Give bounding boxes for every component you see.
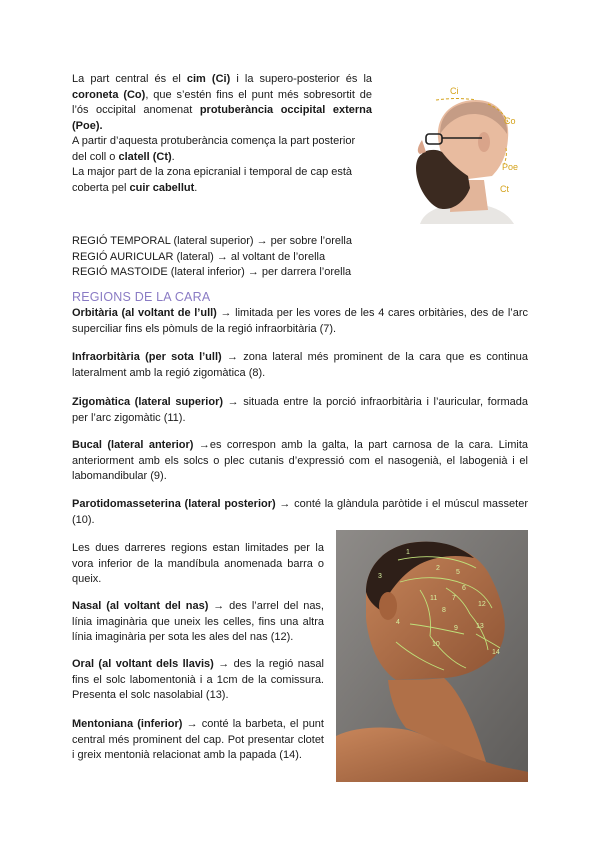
region-number-label: 9: [454, 625, 458, 632]
text-run: .: [194, 181, 198, 194]
face-region-parotidomasseterina: [72, 497, 528, 528]
face-region-mentoniana: [72, 717, 324, 764]
face-region-oral: [72, 657, 324, 704]
intro-paragraph-1: [72, 72, 372, 134]
lateral-region-item: REGIÓ TEMPORAL (lateral superior) → per sobre l’orella: [72, 235, 352, 247]
label-poe: Poe: [502, 162, 519, 172]
face-region-nasal: [72, 599, 324, 646]
term-bucal: Bucal (lateral anterior): [72, 439, 194, 451]
text-run: → conté la barbeta, el punt central més prominent del cap. Pot presentar clotet i greix mentonià relacionat amb la papada (14).: [72, 718, 324, 761]
term-protuberancia: protuberància occipital externa (Poe).: [72, 104, 373, 132]
text-run: → situada entre la porció infraorbitària i l’auricular, formada per l’arc zigomàtic (11).: [72, 396, 528, 424]
term-coroneta: coroneta (Co): [72, 88, 146, 101]
term-oral: Oral (al voltant dels llavis): [72, 658, 214, 670]
lateral-regions-list: [72, 234, 402, 281]
label-ct: Ct: [500, 184, 509, 194]
region-number-label: 1: [406, 549, 410, 556]
region-number-label: 12: [478, 601, 486, 608]
region-number-label: 2: [436, 565, 440, 572]
text-run: → des la regió nasal fins el solc labomentonià i a 1cm de la comissura. Presenta el solc nasolabial (13).: [72, 658, 324, 701]
face-note-dues-darreres: [72, 541, 324, 588]
term-mentoniana: Mentoniana (inferior): [72, 718, 183, 730]
note-text: Les dues darreres regions estan limitades per la vora inferior de la mandíbula anomenada barra o queix.: [72, 542, 324, 585]
text-run: A partir d’aquesta protuberància comença la part posterior del coll o: [72, 135, 356, 163]
region-number-label: 7: [452, 595, 456, 602]
term-orbitaria: Orbitària (al voltant de l’ull): [72, 307, 217, 319]
region-number-label: 5: [456, 569, 460, 576]
term-infraorbitaria: Infraorbitària (per sota l’ull): [72, 351, 222, 363]
face-region-bucal: [72, 438, 528, 485]
face-region-zigomatica: [72, 395, 528, 426]
text-run: → conté la glàndula paròtide i el múscul masseter (10).: [72, 498, 529, 526]
region-number-label: 4: [396, 619, 400, 626]
section-heading: REGIONS DE LA CARA: [72, 290, 211, 304]
face-region-orbitaria: [72, 306, 528, 337]
term-parotidomasseterina: Parotidomasseterina (lateral posterior): [72, 498, 276, 510]
text-run: → zona lateral més prominent de la cara que es continua lateralment amb la regió zigomàtica (8).: [72, 351, 528, 379]
label-ci: Ci: [450, 86, 459, 96]
region-number-label: 11: [430, 595, 438, 602]
term-zigomatica: Zigomàtica (lateral superior): [72, 396, 224, 408]
region-number-label: 14: [492, 649, 500, 656]
term-cuir-cabellut: cuir cabellut: [129, 181, 195, 194]
lateral-region-item: REGIÓ AURICULAR (lateral) → al voltant de l’orella: [72, 250, 326, 263]
region-number-label: 3: [378, 573, 382, 580]
head-profile-figure: [380, 76, 530, 224]
text-run: .: [171, 150, 175, 163]
text-run: , que s’estén fins el punt més sobresortit de l’ós occipital anomenat: [72, 88, 373, 116]
intro-paragraph-3: [72, 165, 372, 196]
head-profile-illustration: [380, 76, 530, 224]
region-number-label: 10: [432, 641, 440, 648]
text-run: → limitada per les vores de les 4 cares orbitàries, des de l’arc superciliar fins els pòmuls de la regió infraorbitària (7).: [72, 307, 528, 335]
face-regions-figure: [336, 530, 528, 782]
term-nasal: Nasal (al voltant del nas): [72, 600, 209, 612]
term-clatell: clatell (Ct): [118, 150, 172, 163]
text-run: La part central és el: [72, 73, 187, 85]
intro-paragraph-2: [72, 134, 372, 165]
term-cim: cim (Ci): [186, 73, 231, 85]
text-run: → des l’arrel del nas, línia imaginària que uneix les celles, fins una altra línia imaginària per sota les ales del nas (12).: [72, 600, 324, 643]
intro-text: [72, 72, 372, 196]
label-co: Co: [504, 116, 516, 126]
text-run: i la supero-posterior és la: [230, 73, 373, 85]
lateral-region-item: REGIÓ MASTOIDE (lateral inferior) → per darrera l’orella: [72, 266, 352, 278]
region-number-label: 13: [476, 623, 484, 630]
face-region-infraorbitaria: [72, 350, 528, 381]
face-regions-illustration: [336, 530, 528, 782]
text-run: →es correspon amb la galta, la part carnosa de la cara. Limita anteriorment amb els solcs o plec cutanis d’expressió com el nasogenià, el labogenià i el labomandibular (9).: [72, 439, 528, 482]
region-number-label: 8: [442, 607, 446, 614]
region-number-label: 6: [462, 585, 466, 592]
text-run: La major part de la zona epicranial i temporal de cap està coberta pel: [72, 166, 353, 194]
